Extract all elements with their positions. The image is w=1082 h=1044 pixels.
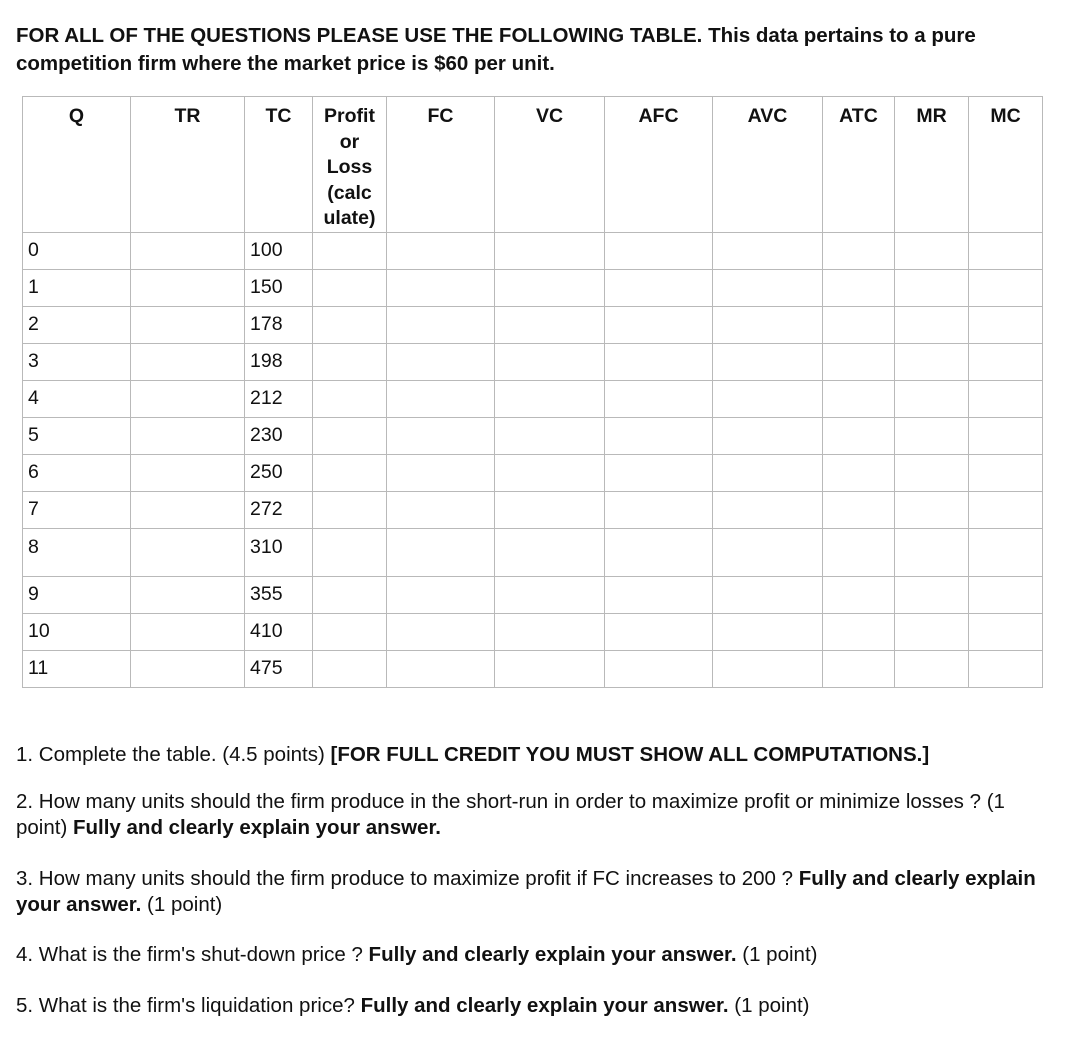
cell-empty — [969, 491, 1043, 528]
cell-empty — [605, 454, 713, 491]
question-5-text: 5. What is the firm's liquidation price? — [16, 994, 361, 1017]
cell-empty — [895, 232, 969, 269]
cell-empty — [713, 417, 823, 454]
cell-empty — [823, 306, 895, 343]
cell-empty — [313, 454, 387, 491]
cell-empty — [969, 269, 1043, 306]
cell-empty — [495, 576, 605, 613]
cell-empty — [605, 528, 713, 576]
cell-empty — [895, 650, 969, 687]
cell-empty — [495, 232, 605, 269]
question-2-bold: Fully and clearly explain your answer. — [72, 815, 441, 839]
cell-empty — [713, 269, 823, 306]
question-4 — [16, 942, 1066, 968]
cell-tc: 250 — [245, 454, 313, 491]
table-row — [23, 613, 1043, 650]
cell-empty — [895, 269, 969, 306]
cell-q: 4 — [23, 380, 131, 417]
cell-tc: 230 — [245, 417, 313, 454]
col-header-fc: FC — [387, 97, 495, 233]
cell-tc: 198 — [245, 343, 313, 380]
cell-empty — [495, 613, 605, 650]
cell-empty — [131, 491, 245, 528]
col-header-vc: VC — [495, 97, 605, 233]
cell-empty — [495, 454, 605, 491]
cell-tc: 355 — [245, 576, 313, 613]
cell-empty — [313, 650, 387, 687]
cell-empty — [605, 343, 713, 380]
cell-empty — [313, 232, 387, 269]
cell-empty — [131, 269, 245, 306]
cell-empty — [605, 650, 713, 687]
question-2-text: 2. How many units should the firm produce in the short-run in order to maximize profit or minimize losses ? (1 point) — [16, 790, 1005, 839]
cell-empty — [895, 417, 969, 454]
col-header-tc: TC — [245, 97, 313, 233]
question-3-text: 3. How many units should the firm produce to maximize profit if FC increases to 200 ? — [16, 867, 799, 890]
cell-empty — [713, 528, 823, 576]
profit-line-5: ulate) — [323, 207, 376, 229]
col-header-q: Q — [23, 97, 131, 233]
cell-empty — [387, 528, 495, 576]
cell-empty — [969, 232, 1043, 269]
cell-empty — [313, 528, 387, 576]
col-header-avc: AVC — [713, 97, 823, 233]
table-row — [23, 454, 1043, 491]
page-title: FOR ALL OF THE QUESTIONS PLEASE USE THE FOLLOWING TABLE. This data pertains to a pure competition firm where the market price is $60 per unit. — [16, 24, 976, 75]
col-header-profit-or-loss — [313, 97, 387, 233]
col-header-mc: MC — [969, 97, 1043, 233]
cell-empty — [713, 454, 823, 491]
cell-empty — [969, 650, 1043, 687]
cell-empty — [131, 232, 245, 269]
cell-empty — [605, 269, 713, 306]
cell-empty — [969, 576, 1043, 613]
question-2 — [16, 789, 1016, 840]
question-3-bold: Fully and clearly explain your answer. — [16, 867, 1036, 916]
cell-tc: 150 — [245, 269, 313, 306]
cell-empty — [823, 380, 895, 417]
cell-empty — [387, 269, 495, 306]
cell-empty — [131, 380, 245, 417]
cell-q: 3 — [23, 343, 131, 380]
cell-empty — [823, 650, 895, 687]
cell-empty — [605, 232, 713, 269]
col-header-atc: ATC — [823, 97, 895, 233]
cell-empty — [387, 650, 495, 687]
cell-empty — [605, 613, 713, 650]
table-row — [23, 343, 1043, 380]
cell-empty — [895, 454, 969, 491]
cell-empty — [495, 650, 605, 687]
cell-empty — [895, 491, 969, 528]
table-header-row — [23, 97, 1043, 233]
cell-q: 8 — [23, 528, 131, 576]
question-4-bold: Fully and clearly explain your answer. — [368, 943, 737, 966]
question-5-after: (1 point) — [728, 994, 810, 1017]
table-row — [23, 528, 1043, 576]
cell-empty — [387, 576, 495, 613]
cell-empty — [605, 576, 713, 613]
cell-empty — [895, 528, 969, 576]
question-1 — [16, 742, 1066, 768]
cell-empty — [131, 576, 245, 613]
cell-empty — [313, 491, 387, 528]
cell-empty — [823, 491, 895, 528]
cell-empty — [387, 306, 495, 343]
cell-q: 2 — [23, 306, 131, 343]
cell-empty — [313, 613, 387, 650]
cell-empty — [713, 650, 823, 687]
cell-empty — [313, 417, 387, 454]
cell-tc: 475 — [245, 650, 313, 687]
cell-tc: 410 — [245, 613, 313, 650]
cell-empty — [313, 269, 387, 306]
table-row — [23, 491, 1043, 528]
cell-empty — [387, 454, 495, 491]
cell-q: 10 — [23, 613, 131, 650]
profit-line-4: (calc — [327, 181, 372, 204]
cell-empty — [495, 269, 605, 306]
cell-empty — [495, 528, 605, 576]
cell-empty — [895, 306, 969, 343]
cell-empty — [713, 576, 823, 613]
cell-empty — [713, 380, 823, 417]
question-1-text: 1. Complete the table. (4.5 points) — [16, 743, 331, 766]
cell-empty — [313, 576, 387, 613]
cell-q: 1 — [23, 269, 131, 306]
cell-tc: 272 — [245, 491, 313, 528]
cell-empty — [131, 650, 245, 687]
cell-empty — [713, 343, 823, 380]
cell-empty — [823, 576, 895, 613]
cell-empty — [895, 343, 969, 380]
table-row — [23, 306, 1043, 343]
table-row — [23, 232, 1043, 269]
cell-empty — [131, 306, 245, 343]
cell-empty — [969, 306, 1043, 343]
cell-empty — [387, 343, 495, 380]
cell-empty — [823, 269, 895, 306]
table-row — [23, 576, 1043, 613]
cell-empty — [969, 417, 1043, 454]
cell-empty — [131, 417, 245, 454]
cell-q: 9 — [23, 576, 131, 613]
cell-empty — [713, 306, 823, 343]
cell-empty — [823, 454, 895, 491]
cell-empty — [313, 380, 387, 417]
question-4-after: (1 point) — [736, 943, 818, 966]
cell-empty — [387, 613, 495, 650]
question-5-bold: Fully and clearly explain your answer. — [360, 994, 729, 1017]
cell-empty — [969, 380, 1043, 417]
cell-empty — [495, 491, 605, 528]
cell-q: 0 — [23, 232, 131, 269]
question-3-after: (1 point) — [141, 892, 223, 916]
cell-empty — [605, 306, 713, 343]
question-4-text: 4. What is the firm's shut-down price ? — [16, 943, 369, 966]
col-header-tr: TR — [131, 97, 245, 233]
cell-empty — [387, 417, 495, 454]
cell-empty — [131, 454, 245, 491]
question-3 — [16, 866, 1066, 917]
cell-empty — [131, 613, 245, 650]
table-row — [23, 269, 1043, 306]
cell-empty — [131, 343, 245, 380]
profit-line-1: Profit — [324, 105, 375, 127]
cell-q: 5 — [23, 417, 131, 454]
cell-empty — [495, 417, 605, 454]
cell-empty — [131, 528, 245, 576]
cost-table — [22, 96, 1043, 688]
cell-empty — [713, 491, 823, 528]
cell-q: 7 — [23, 491, 131, 528]
cell-empty — [895, 576, 969, 613]
table-row — [23, 650, 1043, 687]
cell-empty — [313, 343, 387, 380]
cell-tc: 310 — [245, 528, 313, 576]
cell-empty — [895, 613, 969, 650]
cell-empty — [969, 454, 1043, 491]
cell-empty — [605, 417, 713, 454]
cell-q: 11 — [23, 650, 131, 687]
cell-empty — [823, 613, 895, 650]
table-row — [23, 380, 1043, 417]
cell-empty — [823, 417, 895, 454]
col-header-afc: AFC — [605, 97, 713, 233]
cell-empty — [313, 306, 387, 343]
cell-empty — [387, 491, 495, 528]
cell-empty — [713, 613, 823, 650]
cell-empty — [969, 528, 1043, 576]
cell-empty — [605, 491, 713, 528]
cell-empty — [969, 343, 1043, 380]
cell-tc: 100 — [245, 232, 313, 269]
cell-empty — [495, 343, 605, 380]
cell-q: 6 — [23, 454, 131, 491]
profit-line-2: or — [339, 130, 360, 153]
cell-empty — [387, 380, 495, 417]
col-header-mr: MR — [895, 97, 969, 233]
cell-empty — [605, 380, 713, 417]
profit-line-3: Loss — [326, 156, 373, 178]
cell-empty — [713, 232, 823, 269]
cell-empty — [387, 232, 495, 269]
question-1-bold: [FOR FULL CREDIT YOU MUST SHOW ALL COMPUTATIONS.] — [330, 743, 930, 766]
question-5 — [16, 993, 1066, 1019]
cell-empty — [823, 528, 895, 576]
cell-empty — [969, 613, 1043, 650]
cell-empty — [495, 380, 605, 417]
table-row — [23, 417, 1043, 454]
cell-empty — [895, 380, 969, 417]
cell-empty — [823, 343, 895, 380]
cell-empty — [495, 306, 605, 343]
cell-empty — [823, 232, 895, 269]
cell-tc: 212 — [245, 380, 313, 417]
cell-tc: 178 — [245, 306, 313, 343]
